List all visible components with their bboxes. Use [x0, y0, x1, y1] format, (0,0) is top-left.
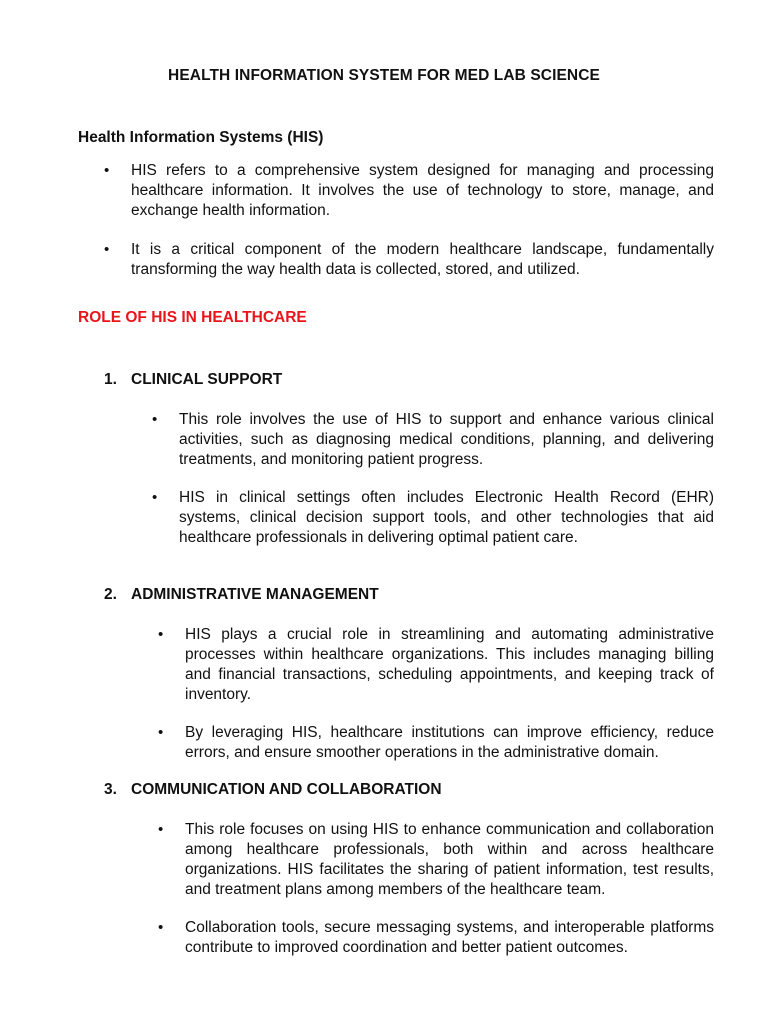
- bullet-text: HIS in clinical settings often includes Electronic Health Record (EHR) systems, clinical decision support tools, and other technologies that aid healthcare professionals in delivering optimal patient care.: [179, 489, 714, 546]
- bullet-icon: •: [152, 411, 158, 428]
- section-number: 2.: [104, 586, 117, 603]
- bullet-icon: •: [104, 162, 110, 179]
- section-number: 1.: [104, 371, 117, 388]
- section-bullet: [152, 488, 714, 548]
- section-heading-text: CLINICAL SUPPORT: [131, 371, 283, 388]
- section-heading: [104, 371, 282, 389]
- bullet-text: By leveraging HIS, healthcare institutions can improve efficiency, reduce errors, and ensure smoother operations in the administrative domain.: [185, 724, 714, 761]
- bullet-text: This role involves the use of HIS to support and enhance various clinical activities, such as diagnosing medical conditions, planning, and delivering treatments, and monitoring patient progress.: [179, 411, 714, 468]
- section-number: 3.: [104, 781, 117, 798]
- section-heading-text: ADMINISTRATIVE MANAGEMENT: [131, 586, 379, 603]
- bullet-text: HIS plays a crucial role in streamlining and automating administrative processes within healthcare organizations. This includes managing billing and financial transactions, scheduling appointments, and keeping track of inventory.: [185, 626, 714, 703]
- bullet-icon: •: [158, 919, 164, 936]
- intro-bullet: [104, 161, 714, 221]
- bullet-icon: •: [158, 821, 164, 838]
- section-bullet: [158, 625, 714, 705]
- bullet-icon: •: [104, 241, 110, 258]
- bullet-icon: •: [158, 724, 164, 741]
- section-heading: [104, 781, 442, 799]
- section-subtitle: Health Information Systems (HIS): [78, 129, 324, 146]
- bullet-icon: •: [152, 489, 158, 506]
- document-title: HEALTH INFORMATION SYSTEM FOR MED LAB SCIENCE: [168, 67, 600, 84]
- section-bullet: [158, 918, 714, 958]
- bullet-text: It is a critical component of the modern healthcare landscape, fundamentally transforming the way health data is collected, stored, and utilized.: [131, 241, 714, 278]
- section-heading-text: COMMUNICATION AND COLLABORATION: [131, 781, 442, 798]
- section-bullet: [158, 723, 714, 763]
- bullet-text: HIS refers to a comprehensive system designed for managing and processing healthcare information. It involves the use of technology to store, manage, and exchange health information.: [131, 162, 714, 219]
- section-bullet: [152, 410, 714, 470]
- role-heading: ROLE OF HIS IN HEALTHCARE: [78, 309, 307, 326]
- intro-bullet: [104, 240, 714, 280]
- bullet-text: This role focuses on using HIS to enhance communication and collaboration among healthcare professionals, both within and across healthcare organizations. HIS facilitates the sharing of patient information, test results, and treatment plans among members of the healthcare team.: [185, 821, 714, 898]
- bullet-text: Collaboration tools, secure messaging systems, and interoperable platforms contribute to improved coordination and better patient outcomes.: [185, 919, 714, 956]
- bullet-icon: •: [158, 626, 164, 643]
- section-bullet: [158, 820, 714, 900]
- section-heading: [104, 586, 379, 604]
